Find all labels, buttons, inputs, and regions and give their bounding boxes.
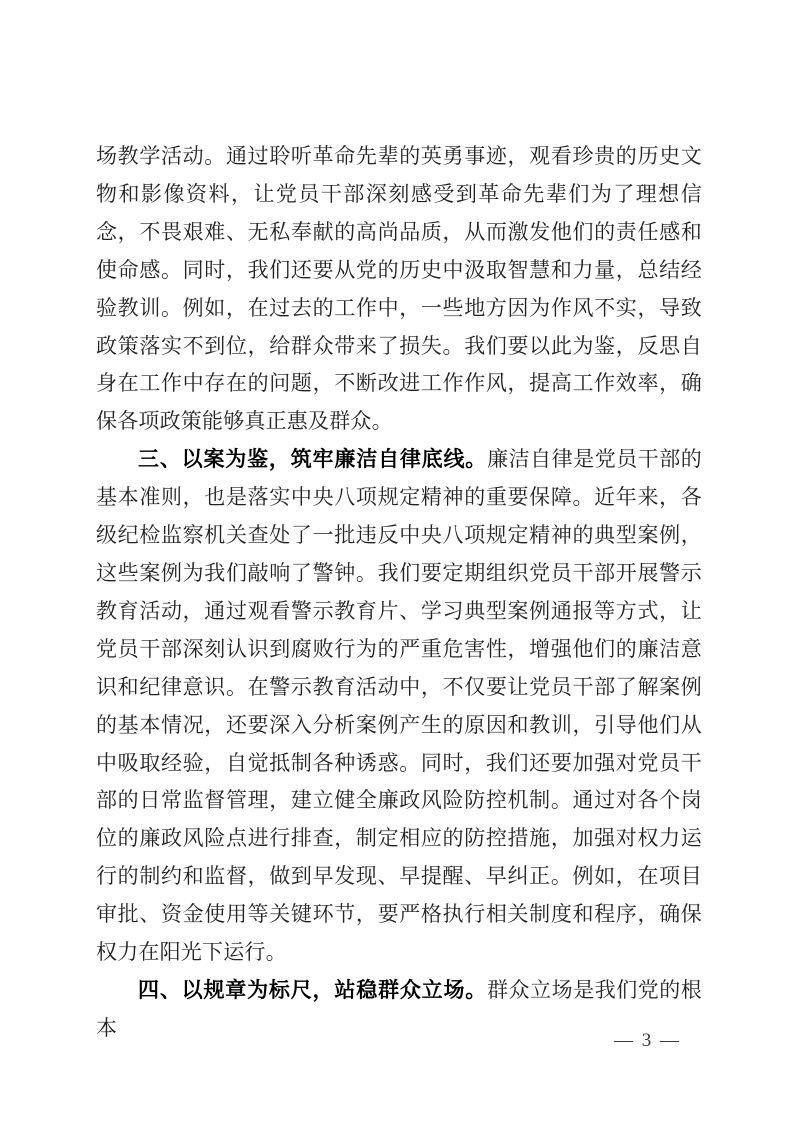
paragraph-section-4 — [96, 972, 702, 1048]
page-number: — 3 — — [614, 1030, 681, 1051]
section-3-heading: 三、以案为鉴，筑牢廉洁自律底线。 — [138, 448, 488, 472]
paragraph-continued — [96, 138, 702, 441]
paragraph-section-3 — [96, 441, 702, 972]
paragraph-text: 群众立场是我们党的根本 — [96, 977, 703, 1040]
paragraph-text: 廉洁自律是党员干部的基本准则，也是落实中央八项规定精神的重要保障。近年来，各级纪检监察机关查处了一批违反中央八项规定精神的典型案例，这些案例为我们敲响了警钟。我们要定期组织党员干部开展警示教育活动，通过观看警示教育片、学习典型案例通报等方式，让党员干部深刻认识到腐败行为的严重危害性，增强他们的廉洁意识和纪律意识。在警示教育活动中，不仅要让党员干部了解案例的基本情况，还要深入分析案例产生的原因和教训，引导他们从中吸取经验，自觉抵制各种诱惑。同时，我们还要加强对党员干部的日常监督管理，建立健全廉政风险防控机制。通过对各个岗位的廉政风险点进行排查，制定相应的防控措施，加强对权力运行的制约和监督，做到早发现、早提醒、早纠正。例如，在项目审批、资金使用等关键环节，要严格执行相关制度和程序，确保权力在阳光下运行。 — [96, 447, 703, 965]
paragraph-text: 场教学活动。通过聆听革命先辈的英勇事迹，观看珍贵的历史文物和影像资料，让党员干部深刻感受到革命先辈们为了理想信念，不畏艰难、无私奉献的高尚品质，从而激发他们的责任感和使命感。同时，我们还要从党的历史中汲取智慧和力量，总结经验教训。例如，在过去的工作中，一些地方因为作风不实，导致政策落实不到位，给群众带来了损失。我们要以此为鉴，反思自身在工作中存在的问题，不断改进工作作风，提高工作效率，确保各项政策能够真正惠及群众。 — [96, 144, 702, 434]
section-4-heading: 四、以规章为标尺，站稳群众立场。 — [138, 978, 488, 1002]
document-body — [96, 138, 702, 1048]
